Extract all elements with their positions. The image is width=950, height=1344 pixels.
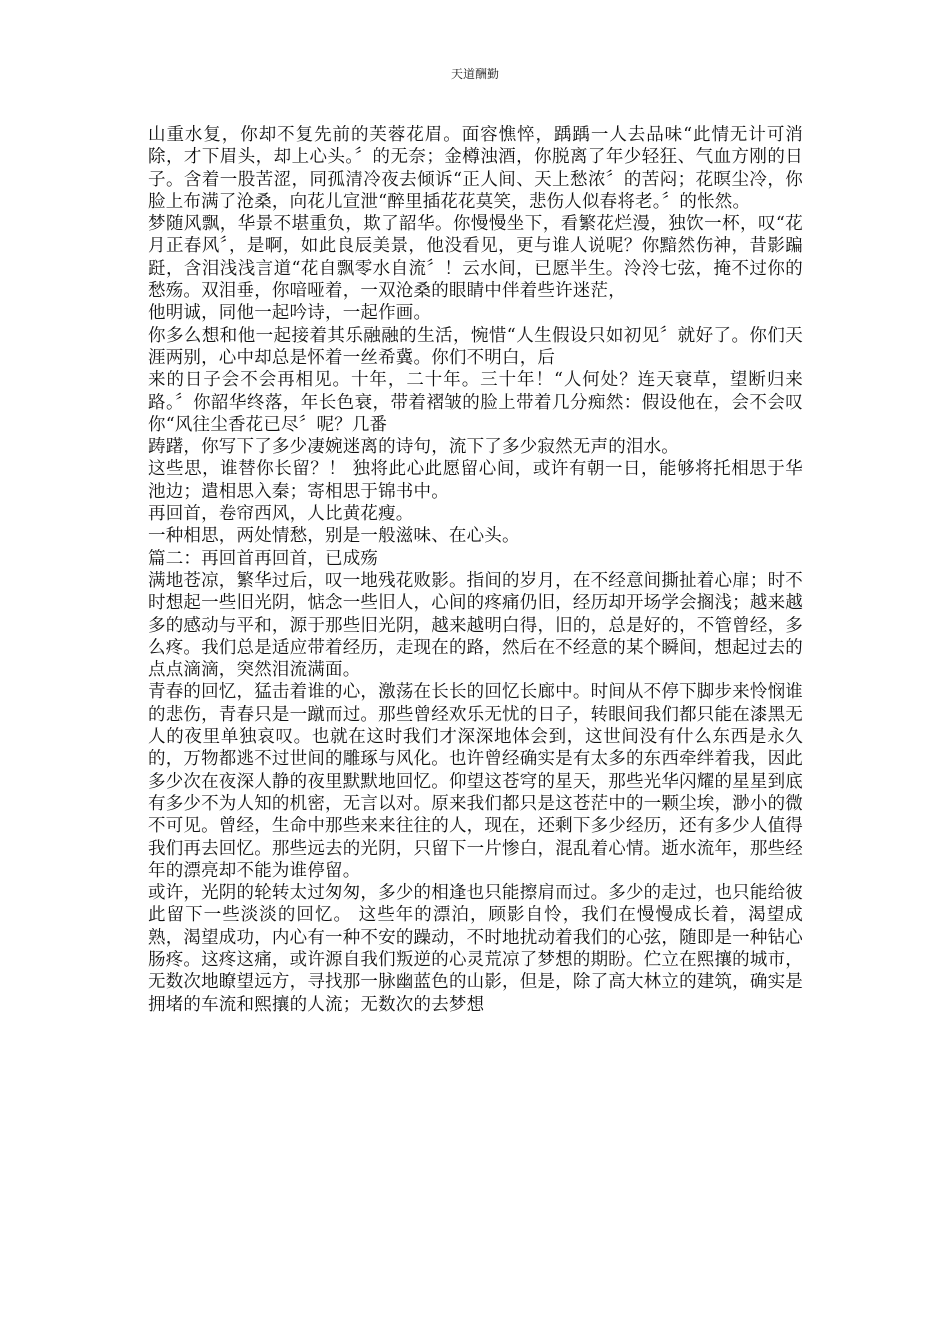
paragraph: 青春的回忆，猛击着谁的心，激荡在长长的回忆长廊中。时间从不停下脚步来怜悯谁的悲伤，青春只是一蹴而过。那些曾经欢乐无忧的日子，转眼间我们都只能在漆黑无人的夜里单独哀叹。也就在这时我们才深深地体会到，这世间没有什么东西是永久的，万物都逃不过世间的雕琢与风化。也许曾经确实是有太多的东西牵绊着我，因此多少次在夜深人静的夜里默默地回忆。仰望这苍穹的星天，那些光华闪耀的星星到底有多少不为人知的机密，无言以对。原来我们都只是这苍茫中的一颗尘埃，渺小的微不可见。曾经，生命中那些来来往往的人，现在，还剩下多少经历，还有多少人值得我们再去回忆。那些远去的光阴，只留下一片惨白，混乱着心情。逝水流年，那些经年的漂亮却不能为谁停留。 (148, 682, 803, 881)
paragraph: 一种相思，两处情愁，别是一般滋味、在心头。 (148, 526, 520, 547)
document-body (148, 124, 803, 1016)
paragraph: 山重水复，你却不复先前的芙蓉花眉。面容憔悴，踽踽一人去品味“此情无计可消除，才下眉头，却上心头。〞的无奈；金樽浊酒，你脱离了年少轻狂、气血方刚的日子。含着一股苦涩，同孤清冷夜去倾诉“正人间、天上愁浓〞的苦闷；花暝尘冷，你脸上布满了沧桑，向花儿宣泄“醉里插花花莫笑，悲伤人似春将老。〞的怅然。 (148, 125, 803, 212)
paragraph: 踌躇，你写下了多少凄婉迷离的诗句，流下了多少寂然无声的泪水。 (148, 437, 679, 458)
paragraph: 来的日子会不会再相见。十年，二十年。三十年！“人何处？连天衰草，望断归来路。〞你韶华终落，年长色衰，带着褶皱的脸上带着几分痴然：假设他在，会不会叹你“风往尘香花已尽〞呢？几番 (148, 370, 803, 435)
paragraph: 梦随风飘，华景不堪重负，欺了韶华。你慢慢坐下，看繁花烂漫，独饮一杯，叹“花月正春风〞，是啊，如此良辰美景，他没看见，更与谁人说呢？你黯然伤神，昔影蹁跹，含泪浅浅言道“花自飘零水自流〞！云水间，已愿半生。泠泠七弦，掩不过你的愁殇。双泪垂，你喑哑着，一双沧桑的眼睛中伴着些许迷茫， (148, 214, 803, 302)
paragraph: 他明诚，同他一起吟诗，一起作画。 (148, 303, 432, 324)
paragraph: 或许，光阴的轮转太过匆匆，多少的相逢也只能擦肩而过。多少的走过，也只能给彼此留下一些淡淡的回忆。 这些年的漂泊，顾影自怜，我们在慢慢成长着，渴望成熟，渴望成功，内心有一种不安的躁动，不时地扰动着我们的心弦，随即是一种钻心肠疼。这疼这痛，或许源自我们叛逆的心灵荒凉了梦想的期盼。伫立在熙攘的城市，无数次地瞭望远方，寻找那一脉幽蓝色的山影，但是，除了高大林立的建筑，确实是拥堵的车流和熙攘的人流；无数次的去梦想 (148, 883, 803, 1015)
paragraph: 这些思，谁替你长留？！ 独将此心此愿留心间，或许有朝一日，能够将托相思于华池边；遣相思入秦；寄相思于锦书中。 (148, 459, 803, 502)
paragraph: 满地苍凉，繁华过后，叹一地残花败影。指间的岁月，在不经意间撕扯着心扉；时不时想起一些旧光阴，惦念一些旧人，心间的疼痛仍旧，经历却开场学会搁浅；越来越多的感动与平和，源于那些旧光阴，越来越明白得，旧的，总是好的，不管曾经，多么疼。我们总是适应带着经历，走现在的路，然后在不经意的某个瞬间，想起过去的点点滴滴，突然泪流满面。 (148, 570, 803, 681)
paragraph: 再回首，卷帘西风，人比黄花瘦。 (148, 504, 414, 525)
paragraph: 你多么想和他一起接着其乐融融的生活，惋惜“人生假设只如初见〞就好了。你们天涯两别，心中却总是怀着一丝希冀。你们不明白，后 (148, 325, 803, 368)
section-heading: 篇二：再回首再回首，已成殇 (148, 548, 379, 569)
page-header: 天道酬勤 (450, 67, 499, 81)
